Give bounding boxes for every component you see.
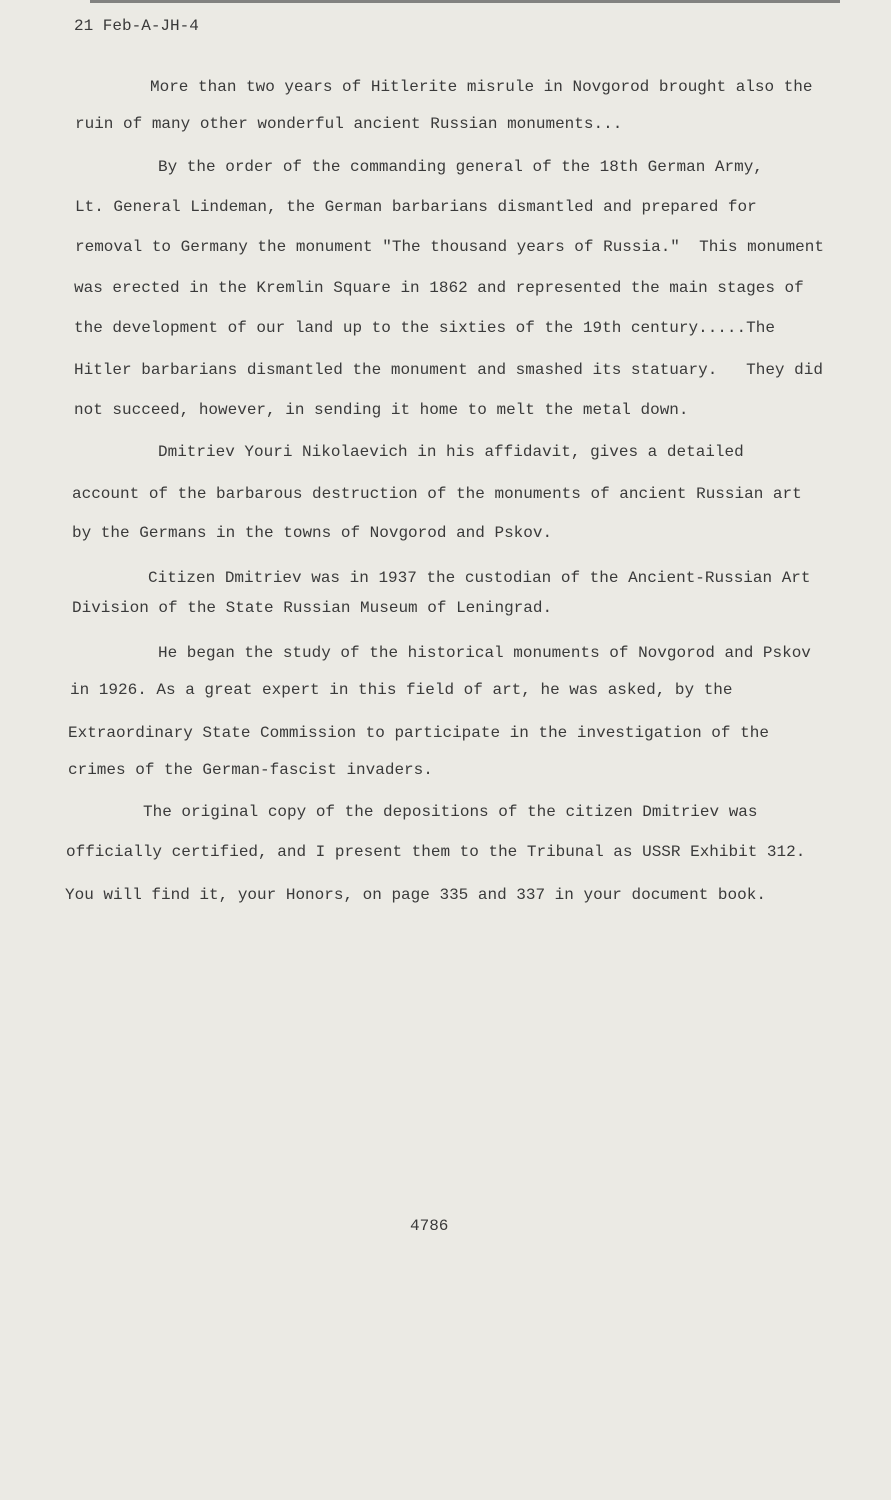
text-line: ruin of many other wonderful ancient Russian monuments... [75, 115, 623, 133]
text-line: By the order of the commanding general of the 18th German Army, [158, 158, 763, 176]
text-line: You will find it, your Honors, on page 335 and 337 in your document book. [65, 886, 766, 904]
document-reference: 21 Feb-A-JH-4 [74, 17, 199, 35]
text-line: Dmitriev Youri Nikolaevich in his affidavit, gives a detailed [158, 443, 744, 461]
text-line: More than two years of Hitlerite misrule in Novgorod brought also the [150, 78, 813, 96]
text-line: by the Germans in the towns of Novgorod and Pskov. [72, 524, 553, 542]
text-line: not succeed, however, in sending it home to melt the metal down. [74, 401, 689, 419]
text-line: Hitler barbarians dismantled the monument and smashed its statuary. They did [74, 361, 823, 379]
text-line: Citizen Dmitriev was in 1937 the custodian of the Ancient-Russian Art [148, 569, 811, 587]
text-line: Extraordinary State Commission to participate in the investigation of the [68, 724, 769, 742]
text-line: officially certified, and I present them to the Tribunal as USSR Exhibit 312. [66, 843, 806, 861]
text-line: the development of our land up to the sixties of the 19th century.....The [74, 319, 775, 337]
text-line: The original copy of the depositions of the citizen Dmitriev was [143, 803, 758, 821]
text-line: in 1926. As a great expert in this field of art, he was asked, by the [70, 681, 733, 699]
text-line: He began the study of the historical monuments of Novgorod and Pskov [158, 644, 811, 662]
text-line: account of the barbarous destruction of the monuments of ancient Russian art [72, 485, 802, 503]
text-line: Lt. General Lindeman, the German barbarians dismantled and prepared for [75, 198, 757, 216]
text-line: was erected in the Kremlin Square in 1862 and represented the main stages of [74, 279, 804, 297]
text-line: crimes of the German-fascist invaders. [68, 761, 433, 779]
page-top-edge [90, 0, 840, 3]
text-line: Division of the State Russian Museum of Leningrad. [72, 599, 553, 617]
page-number: 4786 [410, 1217, 449, 1235]
text-line: removal to Germany the monument "The thousand years of Russia." This monument [75, 238, 824, 256]
